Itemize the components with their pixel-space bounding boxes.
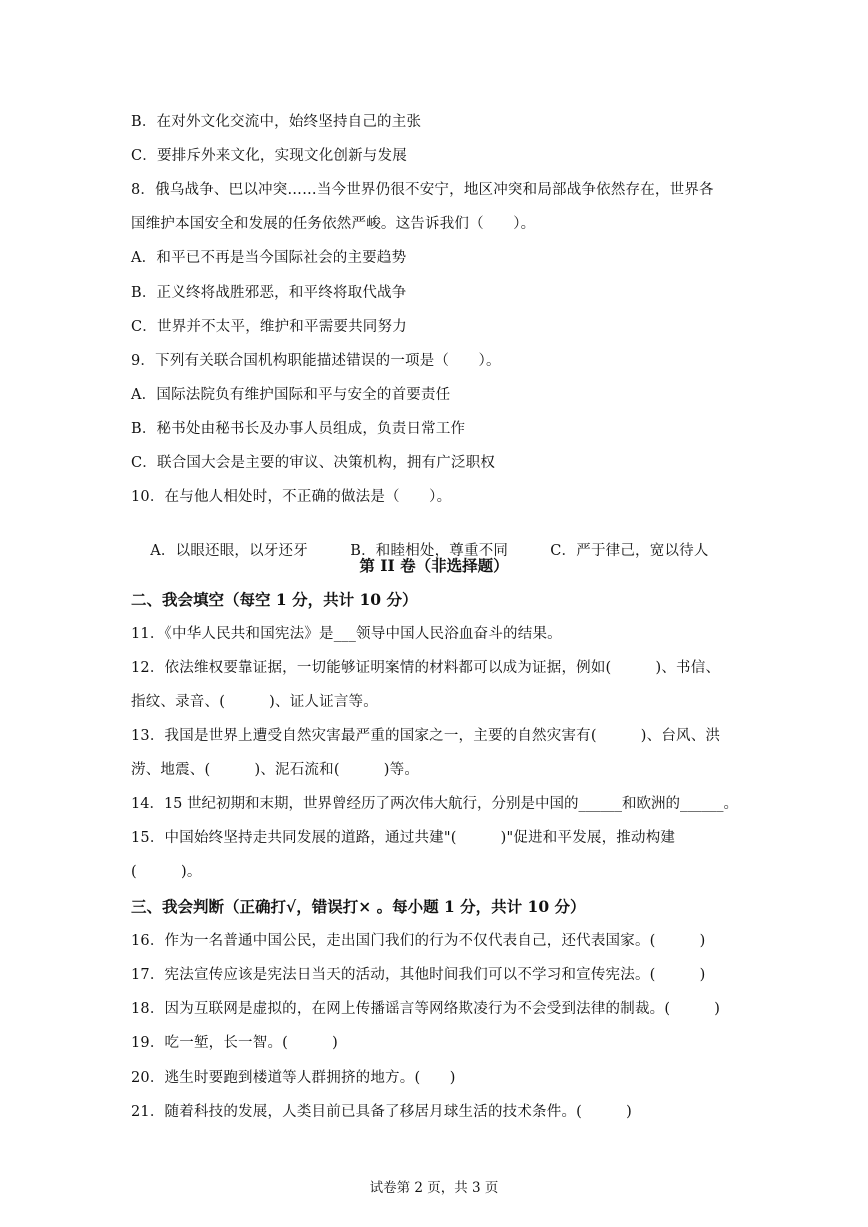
question-12-line2: 指纹、录音、( )、证人证言等。 [131, 694, 378, 710]
question-8-line2: 国维护本国安全和发展的任务依然严峻。这告诉我们（ ）。 [131, 216, 536, 232]
question-13-line2: 涝、地震、( )、泥石流和( )等。 [131, 762, 420, 778]
option-10b: B．和睦相处，尊重不同 [350, 543, 509, 559]
option-7c: C．要排斥外来文化，实现文化创新与发展 [131, 148, 407, 164]
question-20: 20．逃生时要跑到楼道等人群拥挤的地方。( ) [131, 1070, 456, 1086]
question-17: 17．宪法宣传应该是宪法日当天的活动，其他时间我们可以不学习和宣传宪法。( ) [131, 967, 706, 983]
part-2-title: 第 II 卷（非选择题） [359, 556, 509, 575]
option-9b: B．秘书处由秘书长及办事人员组成，负责日常工作 [131, 421, 466, 437]
question-18: 18．因为互联网是虚拟的，在网上传播谣言等网络欺凌行为不会受到法律的制裁。( ) [131, 1001, 721, 1017]
page-footer: 试卷第 2 页，共 3 页 [369, 1180, 499, 1196]
question-14: 14．15 世纪初期和末期，世界曾经历了两次伟大航行，分别是中国的______和欧洲的______。 [131, 796, 739, 812]
option-8c: C．世界并不太平，维护和平需要共同努力 [131, 319, 407, 335]
question-19: 19．吃一堑，长一智。( ) [131, 1035, 338, 1051]
question-13-line1: 13．我国是世界上遭受自然灾害最严重的国家之一，主要的自然灾害有( )、台风、洪 [131, 728, 721, 744]
option-10a: A．以眼还眼，以牙还牙 [150, 543, 308, 559]
question-21: 21．随着科技的发展，人类目前已具备了移居月球生活的技术条件。( ) [131, 1104, 632, 1120]
question-15-line1: 15．中国始终坚持走共同发展的道路，通过共建"( )"促进和平发展，推动构建 [131, 830, 676, 846]
option-10c: C．严于律己，宽以待人 [550, 543, 709, 559]
question-10: 10．在与他人相处时，不正确的做法是（ ）。 [131, 489, 452, 505]
section-2-heading: 二、我会填空（每空 1 分，共计 10 分） [131, 590, 418, 609]
option-8a: A．和平已不再是当今国际社会的主要趋势 [131, 250, 407, 266]
question-11: 11．《中华人民共和国宪法》是___领导中国人民浴血奋斗的结果。 [131, 626, 562, 642]
question-15-line2: ( )。 [131, 864, 202, 880]
section-3-heading: 三、我会判断（正确打√，错误打× 。每小题 1 分，共计 10 分） [131, 897, 586, 916]
question-9: 9．下列有关联合国机构职能描述错误的一项是（ ）。 [131, 353, 501, 369]
option-7b: B．在对外文化交流中，始终坚持自己的主张 [131, 114, 422, 130]
option-9c: C．联合国大会是主要的审议、决策机构，拥有广泛职权 [131, 455, 496, 471]
question-16: 16．作为一名普通中国公民，走出国门我们的行为不仅代表自己，还代表国家。( ) [131, 933, 706, 949]
option-8b: B．正义终将战胜邪恶，和平终将取代战争 [131, 285, 407, 301]
question-12-line1: 12．依法维权要靠证据，一切能够证明案情的材料都可以成为证据，例如( )、书信、 [131, 660, 721, 676]
option-9a: A．国际法院负有维护国际和平与安全的首要责任 [131, 387, 451, 403]
question-8-line1: 8．俄乌战争、巴以冲突……当今世界仍很不安宁，地区冲突和局部战争依然存在，世界各 [131, 182, 714, 198]
